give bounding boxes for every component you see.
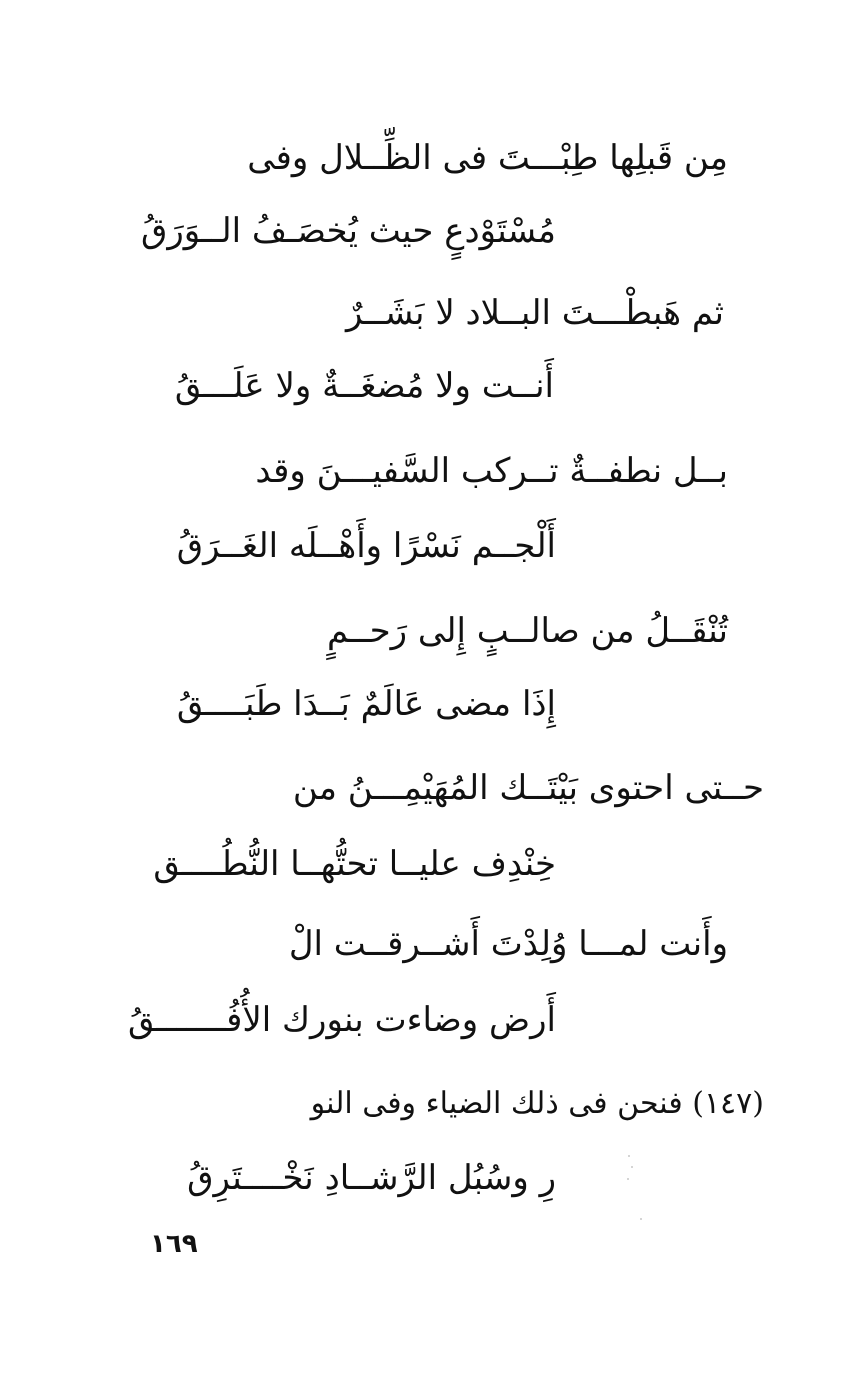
poem-line-1: مِن قَبلِها طِبْـــتَ فى الظِّــلال وفى [247,138,728,178]
print-speck [631,1166,633,1168]
print-speck [627,1178,629,1180]
print-speck [628,1155,630,1157]
poem-line-9: حــتى احتوى بَيْتَــك المُهَيْمِـــنُ من [292,768,764,808]
footnote-line-2: رِ وسُبُل الرَّشــادِ نَخْــــتَرِقُ [187,1158,556,1198]
page-number: ١٦٩ [150,1229,198,1259]
poem-line-6: أَلْجــم نَسْرًا وأَهْــلَه الغَــرَقُ [176,526,556,566]
poem-line-11: وأَنت لمـــا وُلِدْتَ أَشــرقــت الْ [288,924,728,964]
poem-line-12: أَرض وضاءت بنورك الأُفُـــــــقُ [128,1000,556,1040]
poem-line-7: تُنْقَــلُ من صالــبٍ إِلى رَحــمٍ [327,611,728,651]
poem-line-10: خِنْدِف عليــا تحتُّهــا النُّطُــــق [153,844,556,884]
footnote-line-1: (١٤٧) فنحن فى ذلك الضياء وفى النو [310,1086,764,1121]
poem-line-2: مُسْتَوْدعٍ حيث يُخصَـفُ الــوَرَقُ [140,211,556,251]
poem-line-4: أَنــت ولا مُضغَــةٌ ولا عَلَـــقُ [174,366,554,406]
print-speck [640,1218,642,1220]
poem-line-3: ثم هَبطْـــتَ البــلاد لا بَشَــرٌ [346,293,724,333]
poem-line-5: بــل نطفــةٌ تــركب السَّفيـــنَ وقد [255,451,728,491]
poem-line-8: إِذَا مضى عَالَمٌ بَــدَا طَبَــــقُ [176,684,556,724]
